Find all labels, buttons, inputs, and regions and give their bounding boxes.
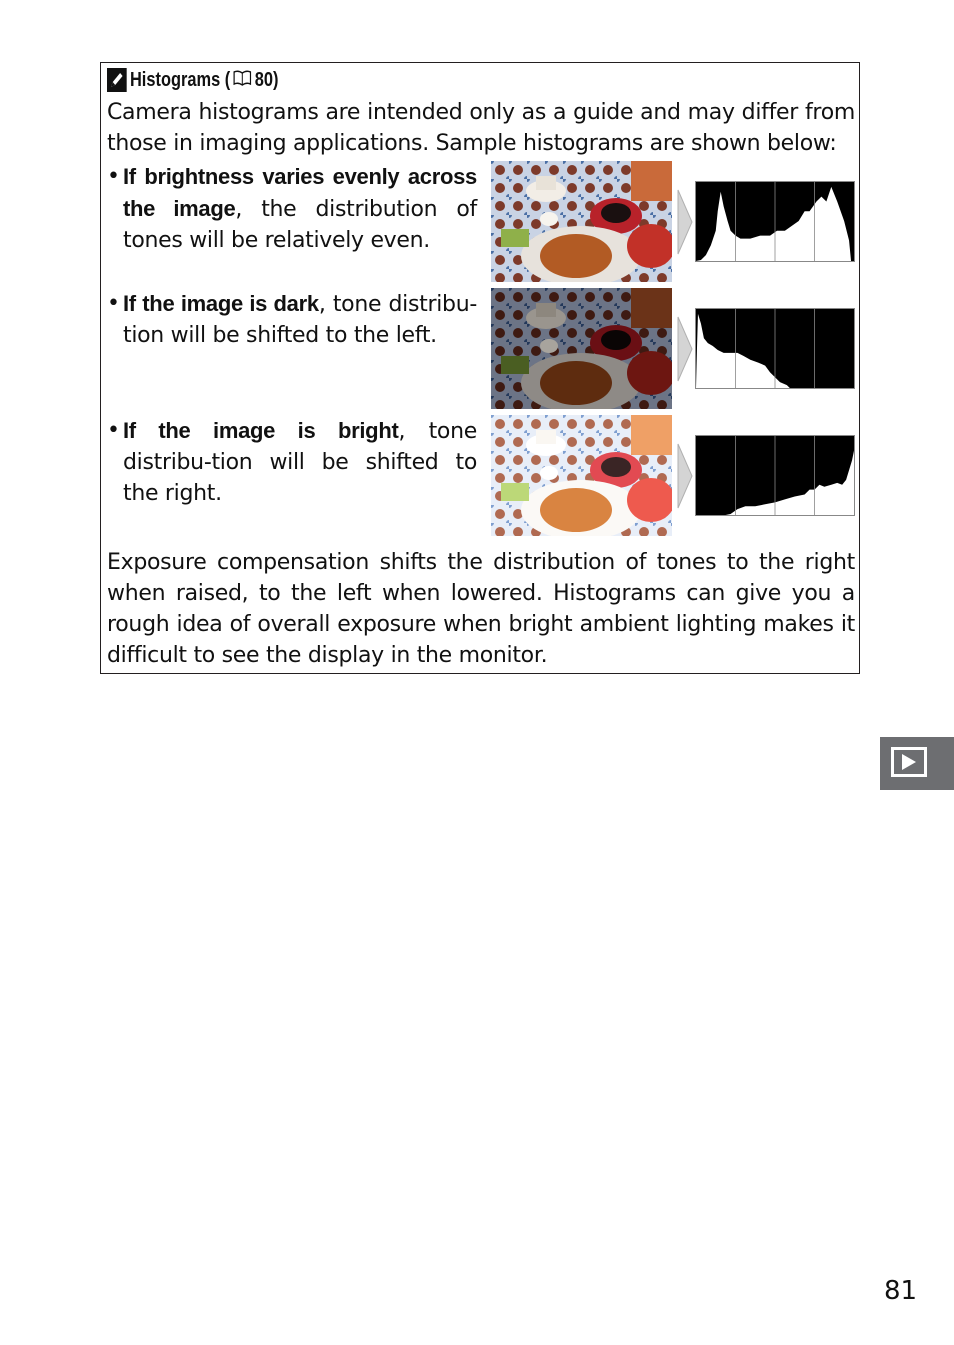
note-title-text: Histograms ( <box>129 68 231 91</box>
book-icon <box>233 69 251 92</box>
example-bright <box>107 415 855 536</box>
pencil-icon <box>107 68 127 92</box>
note-outro: Exposure compensation shifts the distribution of tones to the right when raised, to the left when lowered. Histograms can give you a rough idea of overall exposure when bright ambient lighting makes it difficult to see the display in the monitor. <box>107 550 855 668</box>
note-box <box>100 62 860 674</box>
sample-photo-even <box>491 161 672 282</box>
example-dark <box>107 288 855 409</box>
histogram-bright <box>695 435 855 516</box>
page-number: 81 <box>884 1276 918 1306</box>
sample-photo-dark <box>491 288 672 409</box>
note-title <box>107 66 279 94</box>
sample-photo-bright <box>491 415 672 536</box>
arrow-icon <box>677 189 693 255</box>
example-rest: , tone distribu-tion will be shifted to the left. <box>123 292 477 348</box>
example-bold: If the image is bright <box>123 418 399 443</box>
playback-icon <box>891 747 927 777</box>
arrow-icon <box>677 443 693 509</box>
example-bold: If the image is dark <box>123 291 319 316</box>
example-text: • If brightness varies evenly across the image, the distribution of tones will be relatively even. <box>107 164 477 253</box>
note-intro: Camera histograms are intended only as a guide and may differ from those in imaging applications. Sample histograms are shown below: <box>107 100 855 156</box>
histogram-even <box>695 181 855 262</box>
arrow-icon <box>677 316 693 382</box>
example-bold: If brightness varies evenly across the image <box>123 164 477 221</box>
example-text: • If the image is dark, tone distribu-tion will be shifted to the left. <box>107 291 477 348</box>
histogram-dark <box>695 308 855 389</box>
playback-tab <box>880 737 954 790</box>
example-text: • If the image is bright, tone distribu-tion will be shifted to the right. <box>107 418 477 506</box>
example-rest: , the distribution of tones will be relatively even. <box>123 197 477 253</box>
example-rest: , tone distribu-tion will be shifted to the right. <box>123 419 477 506</box>
example-even <box>107 161 855 282</box>
note-page-ref: 80) <box>254 68 279 91</box>
